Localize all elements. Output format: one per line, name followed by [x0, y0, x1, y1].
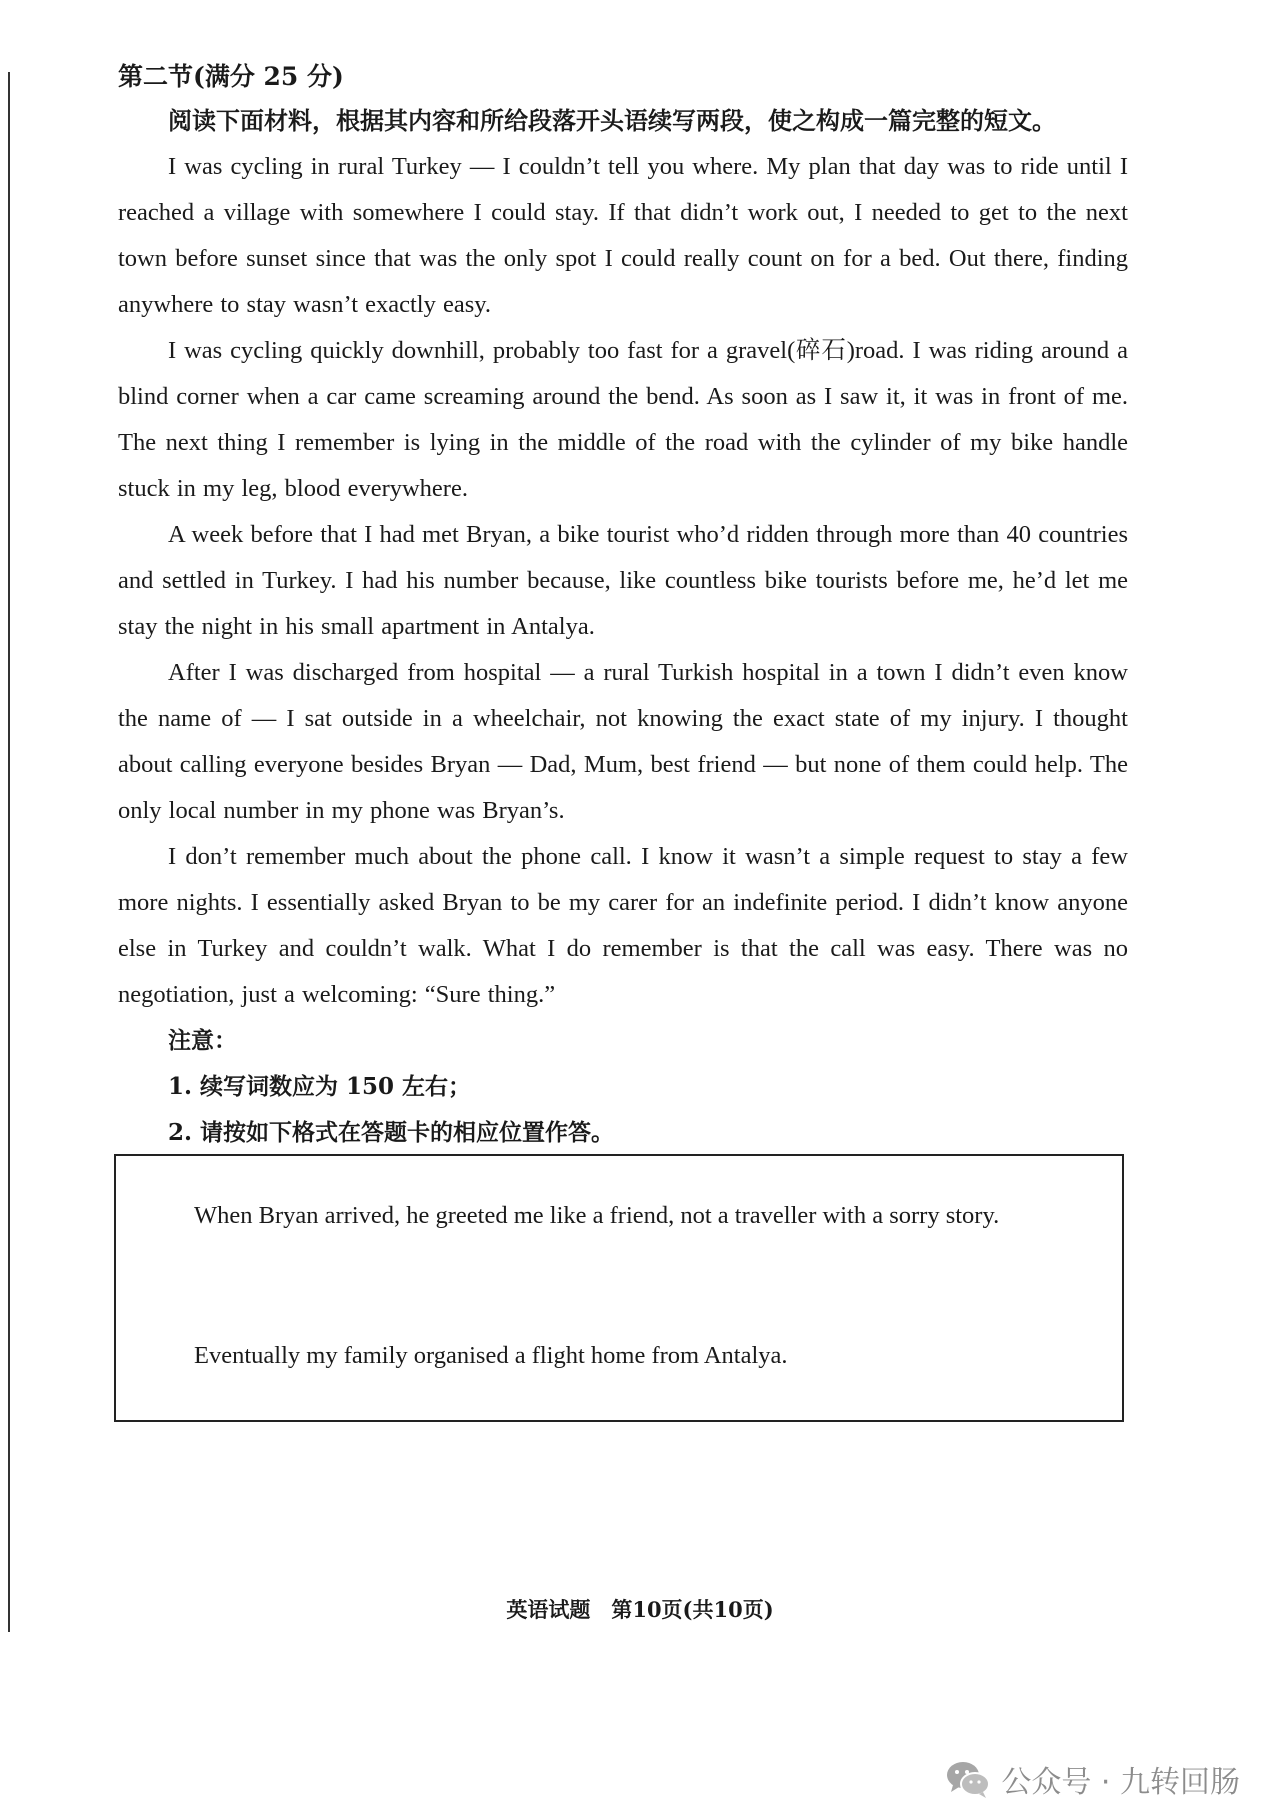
note-item-1: 1. 续写词数应为 150 左右； — [168, 1073, 472, 1100]
page-footer: 英语试题 第10页(共10页) — [506, 1597, 774, 1622]
watermark-text: 公众号 · 九转回肠 — [1001, 1765, 1240, 1800]
passage-paragraph-2: I was cycling quickly downhill, probably too fast for a gravel(碎石)road. I was riding around a blind corner when a car came screaming around the bend. As soon as I saw it, it was in front of me. The next thing I remember is lying in the middle of the road with the cylinder of my bike handle stuck in my leg, blood everywhere. — [118, 337, 1128, 502]
passage-paragraph-3: A week before that I had met Bryan, a bike tourist who’d ridden through more than 40 countries and settled in Turkey. I had his number because, like countless bike tourists before me, he’d let me stay the night in his small apartment in Antalya. — [118, 521, 1128, 640]
answer-format-box — [114, 1154, 1124, 1422]
continuation-prompt-2: Eventually my family organised a flight home from Antalya. — [194, 1342, 788, 1369]
wechat-watermark — [945, 1757, 1240, 1801]
passage-paragraph-5: I don’t remember much about the phone call. I know it wasn’t a simple request to stay a few more nights. I essentially asked Bryan to be my carer for an indefinite period. I didn’t know anyone else in Turkey and couldn’t walk. What I do remember is that the call was easy. There was no negotiation, just a welcoming: “Sure thing.” — [118, 843, 1128, 1008]
section-heading: 第二节(满分 25 分) — [118, 62, 344, 91]
passage-paragraph-4: After I was discharged from hospital — a rural Turkish hospital in a town I didn’t even know the name of — I sat outside in a wheelchair, not knowing the exact state of my injury. I thought about calling everyone besides Bryan — Dad, Mum, best friend — but none of them could help. The only local number in my phone was Bryan’s. — [118, 659, 1128, 824]
left-margin-rule — [8, 72, 10, 1632]
exam-page-content — [118, 56, 1128, 1156]
passage-paragraph-1: I was cycling in rural Turkey — I couldn’t tell you where. My plan that day was to ride until I reached a village with somewhere I could stay. If that didn’t work out, I needed to get to the next town before sunset since that was the only spot I could really count on for a bed. Out there, finding anywhere to stay wasn’t exactly easy. — [118, 153, 1128, 318]
wechat-icon — [945, 1759, 991, 1799]
notes-title: 注意： — [168, 1027, 237, 1054]
note-item-2: 2. 请按如下格式在答题卡的相应位置作答。 — [168, 1119, 615, 1146]
continuation-prompt-1: When Bryan arrived, he greeted me like a friend, not a traveller with a sorry story. — [194, 1202, 1000, 1229]
instruction-text: 阅读下面材料，根据其内容和所给段落开头语续写两段，使之构成一篇完整的短文。 — [168, 106, 1056, 135]
